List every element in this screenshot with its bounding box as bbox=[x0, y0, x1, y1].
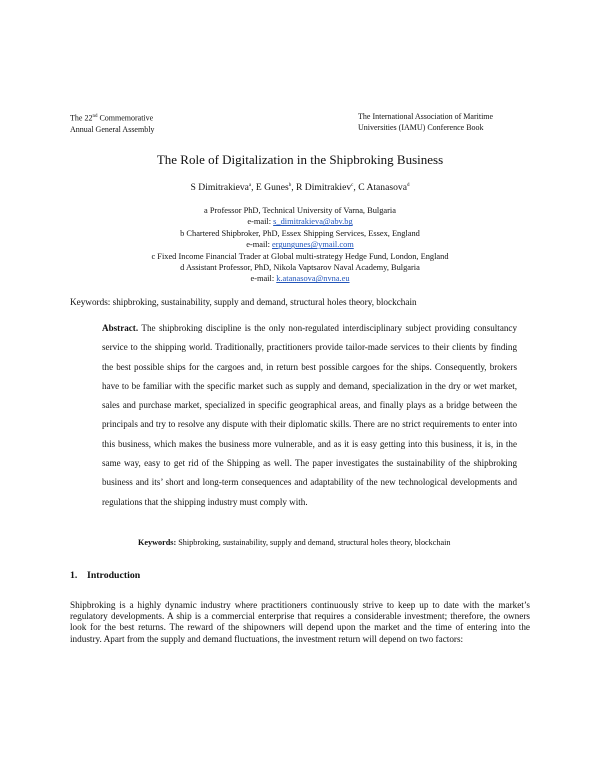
author-name: R Dimitrakiev bbox=[296, 182, 352, 193]
header-left-line1: The 22nd Commemorative bbox=[70, 113, 154, 123]
author-name: S Dimitrakieva bbox=[190, 182, 249, 193]
email-line-a: e-mail: s_dimitrakieva@abv.bg bbox=[247, 217, 353, 227]
header-right-line2: Universities (IAMU) Conference Book bbox=[358, 123, 484, 132]
author-affil-mark: a bbox=[248, 182, 252, 188]
abstract-keywords-label: Keywords: bbox=[138, 538, 177, 547]
intro-paragraph: Shipbroking is a highly dynamic industry where practitioners continuously strive to keep up to date with the market’s regulatory developments. A ship is a commercial enterprise that requires a considerable investment; therefore, the owners look for the best returns. The reward of the shipowners will depend upon the market and the time of entering into the industry. Apart from the supply and demand fluctuations, the investment return will depend on two factors: bbox=[70, 600, 530, 644]
abstract-label: Abstract. bbox=[102, 323, 139, 333]
section-title: Introduction bbox=[87, 570, 141, 581]
section-heading bbox=[70, 570, 140, 581]
email-line-b: e-mail: ergungunes@ymail.com bbox=[246, 240, 354, 250]
affiliation-b: b Chartered Shipbroker, PhD, Essex Shipping Services, Essex, England bbox=[180, 228, 420, 238]
header-left-line2: Annual General Assembly bbox=[70, 124, 155, 134]
running-header-right bbox=[358, 111, 538, 133]
abstract-keywords bbox=[138, 538, 538, 547]
affiliation-c: c Fixed Income Financial Trader at Global multi-strategy Hedge Fund, London, England bbox=[151, 251, 449, 261]
keywords-line: Keywords: shipbroking, sustainability, supply and demand, structural holes theory, blockchain bbox=[70, 297, 417, 307]
header-right-line1: The International Association of Maritime bbox=[358, 112, 494, 121]
affiliation-d: d Assistant Professor, PhD, Nikola Vaptsarov Naval Academy, Bulgaria bbox=[180, 263, 420, 273]
author-list: S Dimitrakieva$^a$, E Gunes$^b$, R Dimitrakiev$^c$, C Atanasova$^d$ bbox=[190, 182, 410, 193]
email-link-b[interactable]: ergungunes@ymail.com bbox=[272, 240, 354, 250]
email-link-d[interactable]: k.atanasova@nvna.eu bbox=[276, 274, 350, 284]
abstract-keywords-text: Shipbroking, sustainability, supply and demand, structural holes theory, blockchain bbox=[176, 538, 451, 547]
abstract-text: The shipbroking discipline is the only non-regulated interdisciplinary subject providing consultancy service to the shipping world. Traditionally, practitioners provide tailor-made services to their clients by finding the best possible ships for the cargoes and, in return best possible cargoes for the ships. Consequently, brokers have to be familiar with the specific market such as supply and demand, specialization in the dry or wet market, sales and purchase market, specialized in specific geographical areas, and finally plays as a bridge between the principals and try to resolve any dispute with their diplomatic skills. There are no strict requirements to enter into this business, which makes the business more vulnerable, and as it is easy getting into this business, it is, in the same way, easy to get rid of the Shipping as well. The paper investigates the sustainability of the shipbroking business and its’ short and long-term consequences and adaptability of the new technological developments and regulations that the shipping industry must comply with. bbox=[102, 323, 517, 507]
affiliation-a: a Professor PhD, Technical University of Varna, Bulgaria bbox=[204, 206, 396, 215]
paper-title: The Role of Digitalization in the Shipbroking Business bbox=[156, 152, 444, 167]
email-line-d: e-mail: k.atanasova@nvna.eu bbox=[250, 274, 350, 284]
author-name: E Gunes bbox=[255, 182, 289, 193]
section-number: 1. bbox=[70, 570, 78, 581]
author-affil-mark: c bbox=[351, 182, 354, 188]
running-header-left bbox=[70, 111, 270, 135]
author-affil-mark: d bbox=[406, 182, 410, 188]
abstract-block bbox=[102, 319, 517, 512]
email-link-a[interactable]: s_dimitrakieva@abv.bg bbox=[273, 217, 353, 227]
author-affil-mark: b bbox=[288, 182, 292, 188]
affiliations bbox=[0, 205, 600, 285]
author-name: C Atanasova bbox=[358, 182, 407, 193]
